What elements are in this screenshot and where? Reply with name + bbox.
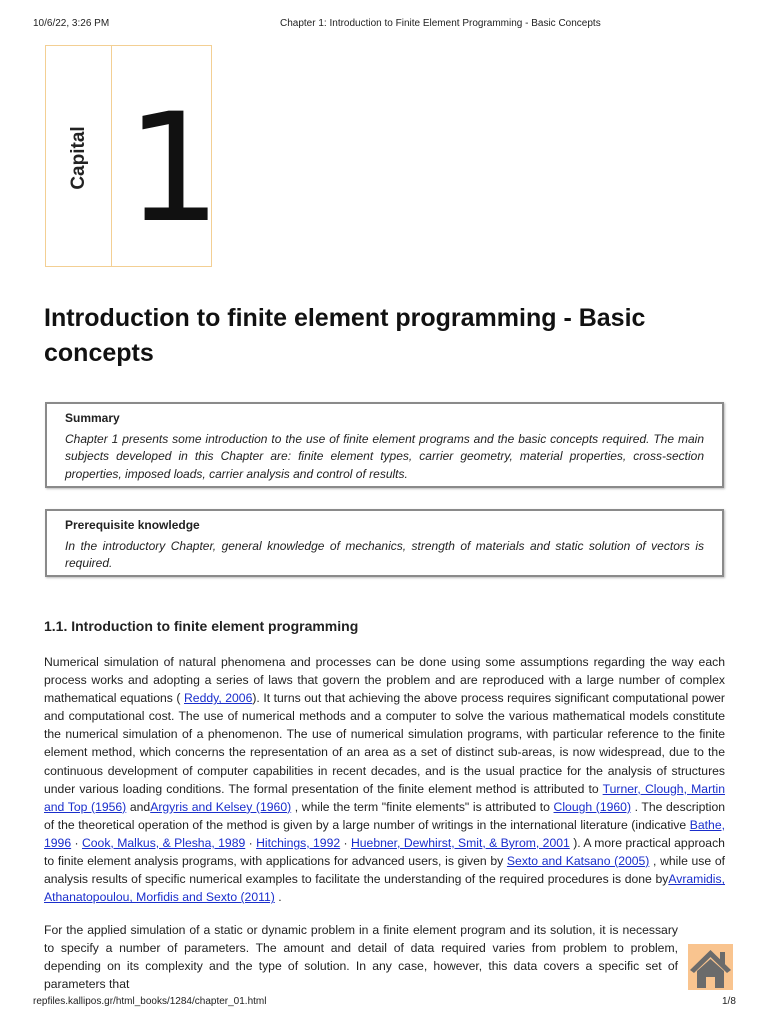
chapter-label: Capital: [68, 126, 89, 190]
citation-link[interactable]: Clough (1960): [553, 799, 632, 814]
paragraph-text: . The description of the theoretical operation of the method is given by a large number of writings in the international literature (indicative: [44, 799, 725, 832]
home-button[interactable]: [688, 944, 733, 990]
prerequisite-box: [45, 509, 724, 577]
citation-link[interactable]: Bathe, 1996: [44, 817, 725, 850]
page-title: Introduction to finite element programming - Basic concepts: [44, 304, 646, 367]
paragraph-text: ). A more practical approach to finite element analysis programs, with applications for advanced users, is given by: [44, 835, 725, 869]
paragraph-text: , while use of analysis results of specific numerical examples to facilitate the understanding of the required procedures is done by: [44, 854, 726, 887]
paragraph-text: ·: [245, 835, 257, 850]
citation-link[interactable]: Turner, Clough, Martin and Top (1956): [44, 781, 725, 814]
paragraph-text: , while the term "finite elements" is attributed to: [291, 799, 554, 814]
citation-link[interactable]: Sexto and Katsano (2005): [506, 854, 650, 869]
citation-link[interactable]: Avramidis, Athanatopoulou, Morfidis and Sexto (2011): [44, 872, 725, 905]
paragraph-text: .: [274, 890, 282, 905]
summary-box: [45, 402, 724, 488]
citation-link[interactable]: Cook, Malkus, & Plesha, 1989: [81, 835, 246, 850]
body-paragraph: [44, 921, 678, 993]
prerequisite-heading: Prerequisite knowledge: [65, 518, 200, 532]
citation-link[interactable]: Huebner, Dewhirst, Smit, & Byrom, 2001: [350, 835, 570, 850]
body-paragraph: [44, 653, 725, 906]
prerequisite-text: In the introductory Chapter, general knowledge of mechanics, strength of materials and static solution of vectors is required.: [65, 538, 704, 570]
paragraph-text: Numerical simulation of natural phenomena and processes can be done using some assumptions regarding the way each process works and adopting a series of laws that govern the problem and are reproduced with a large number of complex mathematical equations (: [44, 655, 725, 706]
section-heading: 1.1. Introduction to finite element programming: [44, 618, 359, 634]
citation-link[interactable]: Hitchings, 1992: [256, 835, 341, 850]
citation-link[interactable]: Argyris and Kelsey (1960): [150, 799, 292, 814]
paragraph-text: ·: [340, 835, 351, 850]
home-icon: [688, 944, 733, 990]
paragraph-text: ·: [71, 835, 82, 850]
citation-link[interactable]: Reddy, 2006: [184, 691, 253, 706]
chapter-badge-divider: [111, 46, 112, 266]
chapter-badge: [45, 45, 222, 267]
paragraph-text: and: [126, 799, 151, 814]
paragraph-text: For the applied simulation of a static or dynamic problem in a finite element program and its solution, it is necessary to specify a number of parameters. The amount and detail of data required varies from problem to problem, depending on its complexity and the type of solution. In any case, however, this data covers a specific set of parameters that: [44, 923, 678, 992]
summary-heading: Summary: [65, 411, 120, 425]
print-datetime: 10/6/22, 3:26 PM: [33, 18, 110, 29]
paragraph-text: ). It turns out that achieving the above process requires significant computational power and computational cost. The use of numerical methods and a computer to solve the various mathematical models constitute the numerical simulation of a phenomenon. The use of numerical simulation programs, with particular reference to the finite element method, which concerns the representation of an area as a set of distinct sub-areas, is now widespread, due to the continuous development of computer capabilities in recent decades, and is the usual practice for the analysis of structures under various loading conditions. The formal presentation of the finite element method is attributed to: [44, 691, 725, 796]
page-number: 1/8: [722, 996, 736, 1007]
summary-text: Chapter 1 presents some introduction to the use of finite element programs and the basic concepts required. The main subjects developed in this Chapter are: finite element types, carrier geometry, material properties, cross-section properties, imposed loads, carrier analysis and control of results.: [65, 431, 704, 481]
footer-url: repfiles.kallipos.gr/html_books/1284/chapter_01.html: [33, 996, 267, 1007]
print-doc-title: Chapter 1: Introduction to Finite Element Programming - Basic Concepts: [280, 18, 601, 29]
chapter-number: 1: [126, 82, 222, 256]
